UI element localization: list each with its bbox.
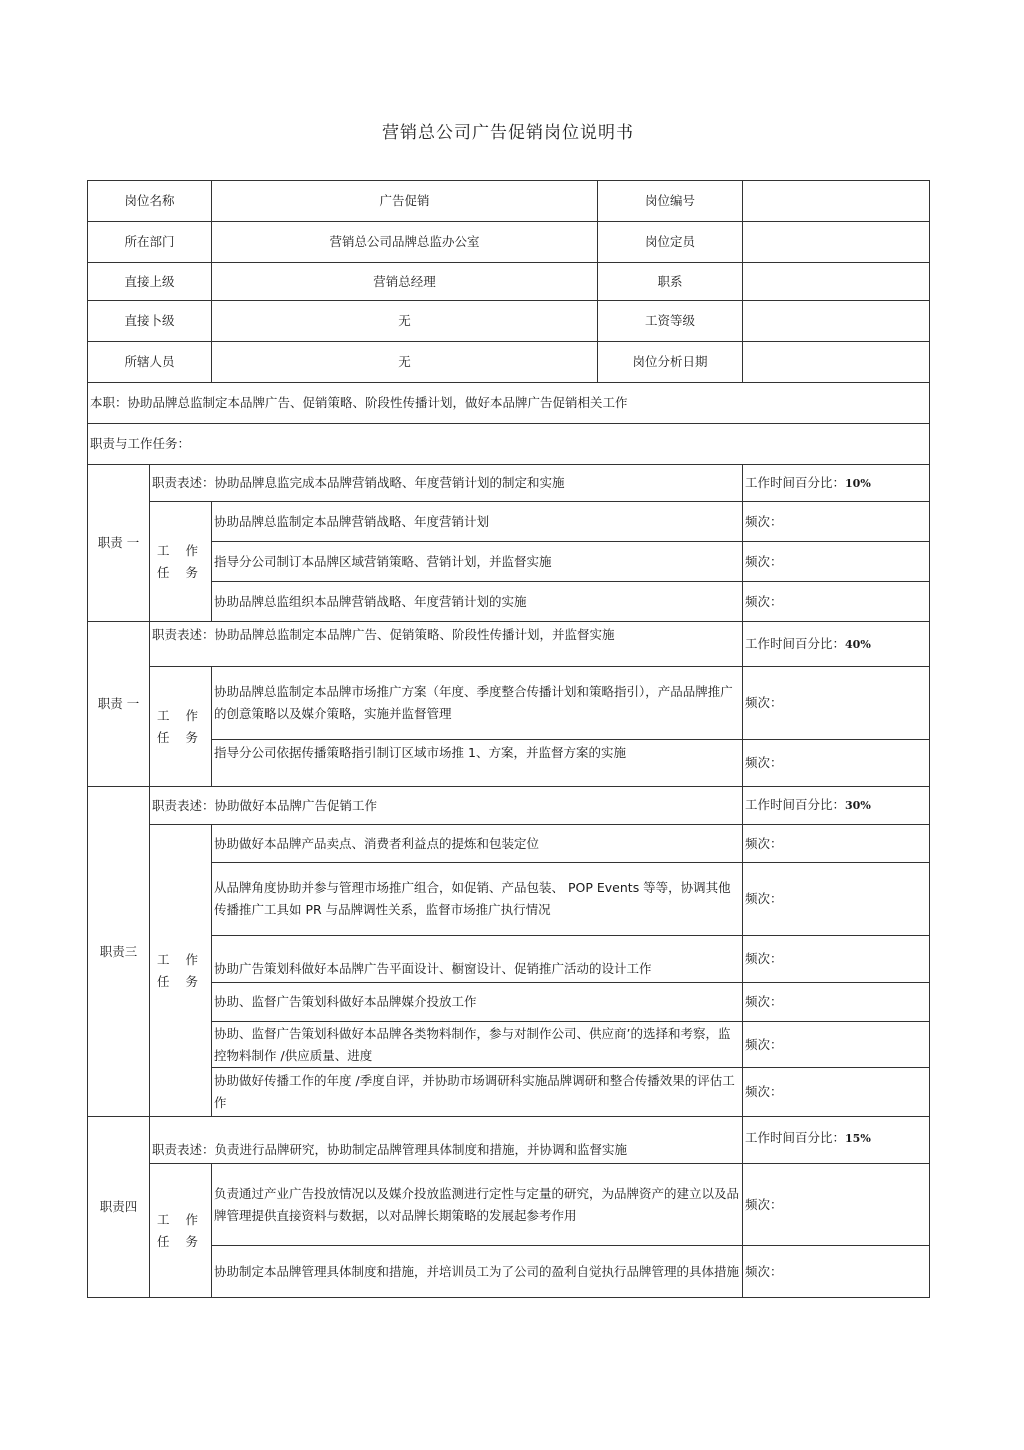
- info-value: 无: [212, 342, 598, 383]
- info-value: 广告促销: [212, 181, 598, 222]
- task-row: [88, 1068, 930, 1117]
- duties-heading: 职责与工作任务：: [88, 424, 930, 465]
- task-text: 协助制定本品牌管理具体制度和措施，并培训员工为了公司的盈利自觉执行品牌管理的具体措施: [212, 1246, 743, 1298]
- frequency-cell: 频次：: [743, 1022, 930, 1068]
- info-row: [88, 301, 930, 342]
- info-label: 岗位名称: [88, 181, 212, 222]
- pct-label: 工作时间百分比：: [745, 1130, 846, 1145]
- pct-value: 40%: [845, 637, 871, 651]
- frequency-cell: 频次：: [743, 936, 930, 983]
- info-label: 职系: [598, 263, 743, 301]
- task-text: 指导分公司制订本品牌区域营销策略、营销计划，并监督实施: [212, 542, 743, 582]
- duty-desc-row: [88, 465, 930, 502]
- task-text: 协助广告策划科做好本品牌广告平面设计、橱窗设计、促销推广活动的设计工作: [212, 936, 743, 983]
- info-label: 直接卜级: [88, 301, 212, 342]
- info-row: [88, 342, 930, 383]
- task-text: 协助做好本品牌产品卖点、消费者利益点的提炼和包装定位: [212, 825, 743, 863]
- duty-label: 职责三: [88, 787, 150, 1117]
- pct-value: 15%: [845, 1132, 871, 1145]
- document-title: 营销总公司广告促销岗位说明书: [382, 123, 634, 143]
- job-description-table: [87, 180, 930, 1298]
- info-value: 营销总公司品牌总监办公室: [212, 222, 598, 263]
- duty-description: 职责表述：负责进行品牌研究，协助制定品牌管理具体制度和措施，并协调和监督实施: [150, 1117, 743, 1164]
- pct-label: 工作时间百分比：: [745, 635, 846, 651]
- info-row: [88, 222, 930, 263]
- task-row: [88, 1164, 930, 1246]
- time-percentage: [743, 1117, 930, 1164]
- info-label: 所辖人员: [88, 342, 212, 383]
- task-row: [88, 983, 930, 1022]
- info-label: 直接上级: [88, 263, 212, 301]
- info-value: 无: [212, 301, 598, 342]
- frequency-cell: 频次：: [743, 825, 930, 863]
- task-text: 负责通过产业广告投放情况以及媒介投放监测进行定性与定量的研究，为品牌资产的建立以及品牌管理提供直接资料与数据，以对品牌长期策略的发展起参考作用: [212, 1164, 743, 1246]
- duty-label: 职责四: [88, 1117, 150, 1298]
- info-label: 岗位定员: [598, 222, 743, 263]
- task-row: [88, 1246, 930, 1298]
- frequency-cell: 频次：: [743, 983, 930, 1022]
- task-row: [88, 1022, 930, 1068]
- time-percentage: [743, 622, 930, 667]
- pct-label: 工作时间百分比：: [745, 797, 846, 812]
- duty-desc-row: [88, 622, 930, 667]
- info-label: 岗位编号: [598, 181, 743, 222]
- task-label: 工 作 任 务: [150, 1164, 212, 1298]
- duty-description: 职责表述：协助品牌总监制定本品牌广告、促销策略、阶段性传播计划，并监督实施: [150, 622, 743, 667]
- task-label: 工 作 任 务: [150, 825, 212, 1117]
- task-row: [88, 740, 930, 787]
- frequency-cell: 频次：: [743, 1164, 930, 1246]
- time-percentage: [743, 787, 930, 825]
- frequency-cell: 频次：: [743, 667, 930, 740]
- info-label: 工资等级: [598, 301, 743, 342]
- task-label: 工 作 任 务: [150, 502, 212, 622]
- task-text: 协助品牌总监制定本品牌营销战略、年度营销计划: [212, 502, 743, 542]
- task-row: [88, 542, 930, 582]
- task-row: [88, 825, 930, 863]
- frequency-cell: 频次：: [743, 582, 930, 622]
- info-label: 岗位分析日期: [598, 342, 743, 383]
- task-row: [88, 863, 930, 936]
- task-text: 协助、监督广告策划科做好本品牌各类物料制作，参与对制作公司、供应商’的选择和考察，监控物料制作 /供应质量、进度: [212, 1022, 743, 1068]
- frequency-cell: 频次：: [743, 1068, 930, 1117]
- pct-label: 工作时间百分比：: [745, 474, 846, 490]
- task-row: [88, 936, 930, 983]
- duty-desc-row: [88, 1117, 930, 1164]
- info-row: [88, 181, 930, 222]
- info-value: [743, 181, 930, 222]
- info-label: 所在部门: [88, 222, 212, 263]
- task-text: 从品牌角度协助并参与管理市场推广组合，如促销、产品包装、 POP Events 等等，协调其他传播推广工具如 PR 与品牌调性关系，监督市场推广执行情况: [212, 863, 743, 936]
- time-percentage: [743, 465, 930, 502]
- task-label: 工 作 任 务: [150, 667, 212, 787]
- info-value: [743, 301, 930, 342]
- task-text: 协助做好传播工作的年度 /季度自评，并协助市场调研科实施品牌调研和整合传播效果的评估工作: [212, 1068, 743, 1117]
- task-text: 协助、监督广告策划科做好本品牌媒介投放工作: [212, 983, 743, 1022]
- info-row: [88, 263, 930, 301]
- duty-description: 职责表述：协助做好本品牌广告促销工作: [150, 787, 743, 825]
- frequency-cell: 频次：: [743, 863, 930, 936]
- task-row: [88, 582, 930, 622]
- info-value: 营销总经理: [212, 263, 598, 301]
- summary-row: [88, 383, 930, 424]
- task-text: 协助品牌总监制定本品牌市场推广方案（年度、季度整合传播计划和策略指引），产品品牌推广的创意策略以及媒介策略，实施并监督管理: [212, 667, 743, 740]
- info-value: [743, 222, 930, 263]
- info-value: [743, 263, 930, 301]
- task-row: [88, 667, 930, 740]
- job-summary: 本职：协助品牌总监制定本品牌广告、促销策略、阶段性传播计划，做好本品牌广告促销相关工作: [88, 383, 930, 424]
- info-value: [743, 342, 930, 383]
- frequency-cell: 频次：: [743, 1246, 930, 1298]
- pct-value: 30%: [845, 799, 871, 812]
- task-text: 指导分公司依据传播策略指引制订区域市场推 1、方案，并监督方案的实施: [212, 740, 743, 787]
- task-text: 协助品牌总监组织本品牌营销战略、年度营销计划的实施: [212, 582, 743, 622]
- pct-value: 10%: [845, 476, 871, 490]
- duty-desc-row: [88, 787, 930, 825]
- frequency-cell: 频次：: [743, 502, 930, 542]
- frequency-cell: 频次：: [743, 542, 930, 582]
- duty-label: 职责 一: [88, 465, 150, 622]
- task-row: [88, 502, 930, 542]
- frequency-cell: 频次：: [743, 740, 930, 787]
- duty-label: 职责 一: [88, 622, 150, 787]
- duty-description: 职责表述：协助品牌息监完成本品牌营销战略、年度营销计划的制定和实施: [150, 465, 743, 502]
- duties-heading-row: [88, 424, 930, 465]
